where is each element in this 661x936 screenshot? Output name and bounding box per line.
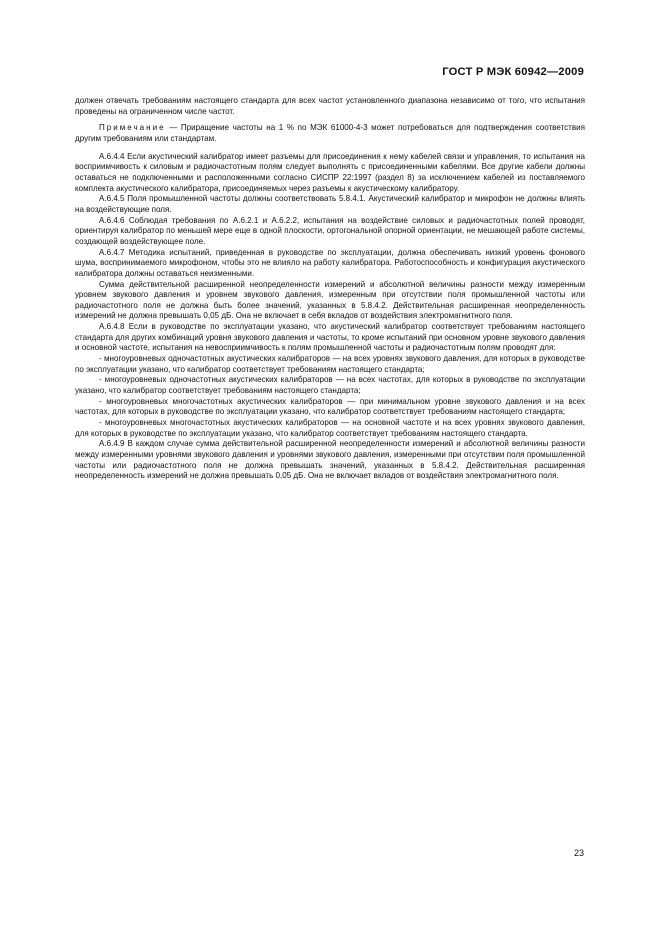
document-header: ГОСТ Р МЭК 60942—2009 [442,66,584,78]
note-text: — Приращение частоты на 1 % по МЭК 61000-4-3 может потребоваться для подтверждения соответствия другим требованиям или стандартам. [75,123,585,143]
paragraph: Сумма действительной расширенной неопределенности измерений и абсолютной величины разности между измеренным уровнем звукового давления и уровнем звукового давления, измеренным при отсутствии поля промышленной частоты или радиочастотного поля не должна быть более значений, указанных в 5.8.4.2. Действительная расширенная неопределенность измерений не должна превышать 0,05 дБ. Она не включает в себя вкладов от воздействия электромагнитного поля. [75,279,585,321]
page-body [75,96,585,482]
paragraph-a-6-4-4: А.6.4.4 Если акустический калибратор имеет разъемы для присоединения к нему кабелей связи и управления, то испытания на восприимчивость к силовым и радиочастотным полям следует выполнять с присоединенными кабелями. Все другие кабели должны оставаться не подключенными и расположенными согласно СИСПР 22:1997 (раздел 8) за исключением кабелей из поставляемого комплекта акустического калибратора, присоединяемых через разъемы к акустическому калибратору. [75,151,585,193]
note-label: Примечание [99,123,166,133]
paragraph-a-6-4-6: А.6.4.6 Соблюдая требования по А.6.2.1 и А.6.2.2, испытания на воздействие силовых и радиочастотных полей проводят, ориентируя калибратор по меньшей мере еще в одной плоскости, ортогональной опорной ориентации, не мешающей работе системы, создающей воздействующее поле. [75,215,585,246]
list-item: - многоуровневых многочастотных акустических калибраторов — при минимальном уровне звукового давления и на всех частотах, для которых в руководстве по эксплуатации указано, что калибратор соответствует требованиям настоящего стандарта; [75,396,585,417]
note-paragraph [75,123,585,144]
list-item: - многоуровневых одночастотных акустических калибраторов — на всех уровнях звукового давления, для которых в руководстве по эксплуатации указано, что калибратор соответствует требованиям настоящего стандарта; [75,354,585,374]
paragraph: должен отвечать требованиям настоящего стандарта для всех частот установленного диапазона независимо от того, что испытания проведены на ограниченном числе частот. [75,96,585,116]
paragraph-a-6-4-8: А.6.4.8 Если в руководстве по эксплуатации указано, что акустический калибратор соответствует требованиям настоящего стандарта для других комбинаций уровня звукового давления и частоты, то кроме испытаний при основном уровне звукового давления и основной частоте, испытания на невосприимчивость к полям промышленной частоты и радиочастотным полям проводят для: [75,322,585,353]
paragraph-a-6-4-7: А.6.4.7 Методика испытаний, приведенная в руководстве по эксплуатации, должна обеспечивать низкий уровень фонового шума, воспринимаемого микрофоном, чтобы это не влияло на работу калибратора. Работоспособность и конфигурация акустического калибратора должны оставаться неизменными. [75,247,585,278]
paragraph-a-6-4-5: А.6.4.5 Поля промышленной частоты должны соответствовать 5.8.4.1. Акустический калибратор и микрофон не должны влиять на воздействующие поля. [75,194,585,214]
page-number: 23 [573,848,584,858]
paragraph-a-6-4-9: А.6.4.9 В каждом случае сумма действительной расширенной неопределенности измерений и абсолютной величины разности между измеренными уровнями звукового давления и уровнями звукового давления, измеренными при отсутствии поля промышленной частоты или радиочастотного поля не должна превышать значений, указанных в 5.8.4.2. Действительная расширенная неопределенность измерений не должна превышать 0,05 дБ. Она не включает вкладов от воздействия электромагнитного поля. [75,439,585,481]
list-item: - многоуровневых одночастотных акустических калибраторов — на всех частотах, для которых в руководстве по эксплуатации указано, что калибратор соответствует требованиям настоящего стандарта; [75,375,585,396]
list-item: - многоуровневых многочастотных акустических калибраторов — на основной частоте и на всех уровнях звукового давления, для которых в руководстве по эксплуатации указано, что калибратор соответствует требованиям настоящего стандарта. [75,418,585,438]
